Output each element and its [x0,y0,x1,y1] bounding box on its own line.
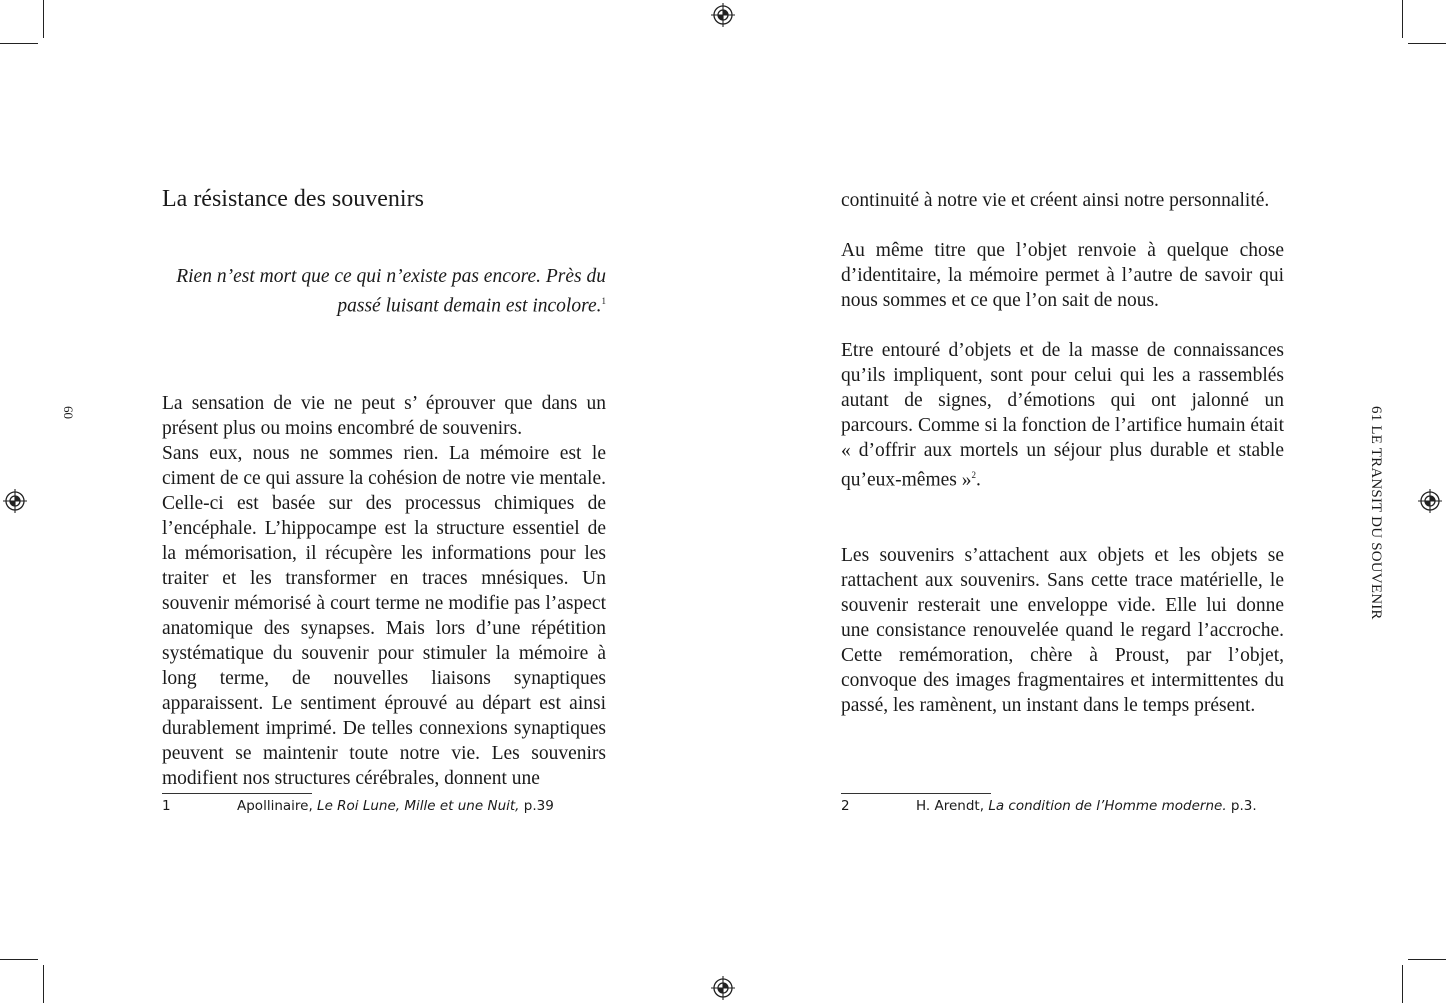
right-paragraph-3-text: Etre entouré d’objets et de la masse de connaissances qu’ils impliquent, sont pour celui qui les a rassemblés autant de signes, d’émotions qui ont jalonné un parcours. Comme si la fonction de l’artifice humain était « d’offrir aux mortels un séjour plus durable et stable qu’eux-mêmes » [841,340,1284,491]
footnote-ref-1[interactable]: 1 [601,296,606,306]
registration-mark-icon [3,489,27,513]
epigraph [162,264,606,319]
footnote-work: La condition de l’Homme moderne. [988,798,1227,814]
footnote-number: 2 [841,798,850,814]
epigraph-line-1: Rien n’est mort que ce qui n’existe pas encore. Près du [176,266,606,287]
epigraph-line-2 [162,289,606,319]
footnote-text [237,798,554,814]
right-paragraph-2: Au même titre que l’objet renvoie à quelque chose d’identitaire, la mémoire permet à l’autre de savoir qui nous sommes et ce que l’on sait de nous. [841,240,1284,311]
left-page-number: 60 [61,406,76,419]
footnote-page: p.3. [1230,798,1257,814]
footnote-text [916,798,1257,814]
crop-mark [43,0,44,38]
crop-mark [1408,959,1446,960]
left-paragraph-2: Sans eux, nous ne sommes rien. La mémoire est le ciment de ce qui assure la cohésion de notre vie mentale. Celle-ci est basée sur des processus chimiques de l’encéphale. L’hippocampe est la structure essentiel de la mémorisation, il récupère les informations pour les traiter et les transformer en traces mnésiques. Un souvenir mémorisé à court terme ne modifie pas l’aspect anatomique des synapses. Mais lors d’une répétition systématique du souvenir pour stimuler la mémoire à long terme, de nouvelles liaisons synaptiques apparaissent. Le sentiment éprouvé au départ est ainsi durablement imprimé. De telles connexions synaptiques peuvent se maintenir toute notre vie. Les souvenirs modifient nos structures cérébrales, donnent une [162,443,606,789]
crop-mark [1402,0,1403,38]
right-paragraph-3 [841,338,1284,493]
footnote-page: p.39 [523,798,554,814]
footnote-2 [841,798,1257,814]
registration-mark-icon [1418,489,1442,513]
right-page-number: 61 [1368,406,1384,422]
crop-mark [0,959,38,960]
right-paragraph-continued: continuité à notre vie et créent ainsi notre personnalité. [841,190,1270,211]
footnote-author: Apollinaire, [237,798,313,814]
registration-mark-icon [711,976,735,1000]
footnote-rule [162,793,312,794]
footnote-number: 1 [162,798,171,814]
footnote-author: H. Arendt, [916,798,985,814]
crop-mark [1402,965,1403,1003]
right-body-text [841,188,1284,718]
crop-mark [0,43,38,44]
footnote-ref-2[interactable]: 2 [971,470,977,480]
footnote-rule [841,793,991,794]
epigraph-line-2-text: passé luisant demain est incolore. [337,295,602,317]
running-head [1367,406,1384,620]
crop-mark [1408,43,1446,44]
right-paragraph-3-end: . [976,469,981,491]
footnote-work: Le Roi Lune, Mille et une Nuit, [317,798,520,814]
left-paragraph-1: La sensation de vie ne peut s’ éprouver que dans un présent plus ou moins encombré de souvenirs. [162,393,606,439]
chapter-title: La résistance des souvenirs [162,186,424,212]
crop-mark [43,965,44,1003]
left-body-text [162,391,606,791]
registration-mark-icon [711,3,735,27]
running-head-title: LE TRANSIT DU SOUVENIR [1368,425,1384,620]
footnote-1 [162,798,554,814]
right-paragraph-4: Les souvenirs s’attachent aux objets et les objets se rattachent aux souvenirs. Sans cette trace matérielle, le souvenir resterait une enveloppe vide. Elle lui donne une consistance renouvelée quand le regard l’accroche. Cette remémoration, chère à Proust, par l’objet, convoque des images fragmentaires et intermittentes du passé, les ramènent, un instant dans le temps présent. [841,544,1284,716]
